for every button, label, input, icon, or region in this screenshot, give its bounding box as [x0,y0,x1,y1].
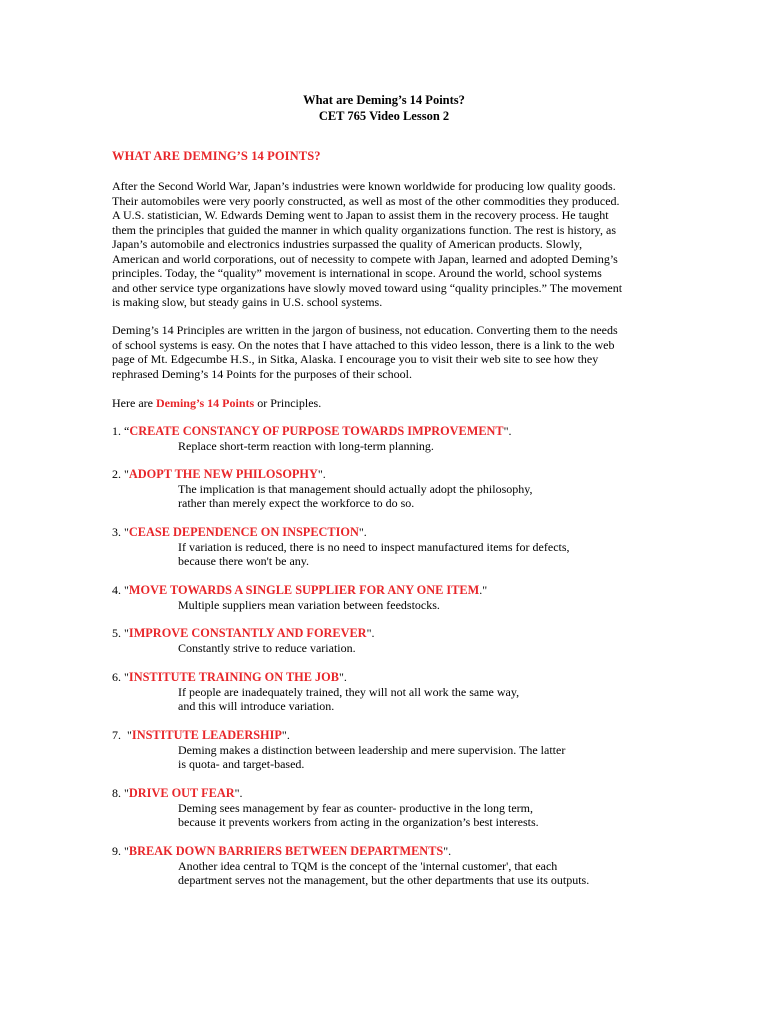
second-paragraph [112,323,657,381]
point-open-quote: " [121,844,129,858]
point-item [112,844,672,888]
point-label: DRIVE OUT FEAR [128,786,235,800]
point-open-quote: “ [121,424,130,438]
point-label: CREATE CONSTANCY OF PURPOSE TOWARDS IMPROVEMENT [129,424,504,438]
point-close-quote: ". [366,626,375,640]
point-number: 5. [112,626,121,640]
point-description: Replace short-term reaction with long-term planning. [178,438,434,453]
point-close-quote: ". [503,424,512,438]
intro-line: After the Second World War, Japan’s industries were known worldwide for producing low quality goods. [112,179,616,193]
second-line: rephrased Deming’s 14 Points for the purposes of their school. [112,366,412,381]
point-description: because it prevents workers from acting in the organization’s best interests. [178,815,539,829]
point-label: IMPROVE CONSTANTLY AND FOREVER [128,626,367,640]
points-intro [112,396,657,411]
point-item [112,467,672,511]
point-close-quote: ." [479,583,488,597]
point-label: CEASE DEPENDENCE ON INSPECTION [128,525,359,539]
intro-line: American and world corporations, out of necessity to compete with Japan, learned and adopted Deming’s [112,251,618,266]
point-open-quote: " [121,728,132,742]
points-intro-post: or Principles. [254,396,322,410]
point-description: If variation is reduced, there is no need to inspect manufactured items for defects, [178,539,570,554]
point-open-quote: " [121,467,129,481]
point-open-quote: " [121,670,129,684]
point-label: INSTITUTE TRAINING ON THE JOB [128,670,339,684]
point-description: and this will introduce variation. [178,699,335,713]
point-item [112,670,672,714]
intro-line: Their automobiles were very poorly constructed, as well as most of the other commodities they produced. [112,193,620,208]
point-description: department serves not the management, but the other departments that use its outputs. [178,873,590,887]
point-description: rather than merely expect the workforce to do so. [178,496,415,510]
point-close-quote: ". [338,670,347,684]
point-item [112,626,672,655]
document-title [0,92,768,124]
point-close-quote: ". [281,728,290,742]
point-label: ADOPT THE NEW PHILOSOPHY [128,467,318,481]
point-item [112,728,672,772]
point-description: because there won't be any. [178,554,309,568]
point-number: 1. [112,424,121,438]
point-number: 7. [112,728,121,742]
point-number: 3. [112,525,121,539]
point-open-quote: " [121,786,129,800]
section-heading: WHAT ARE DEMING’S 14 POINTS? [112,149,321,163]
intro-line: A U.S. statistician, W. Edwards Deming went to Japan to assist them in the recovery process. He taught [112,208,609,222]
point-description: is quota- and target-based. [178,757,305,771]
point-label: BREAK DOWN BARRIERS BETWEEN DEPARTMENTS [128,844,444,858]
intro-line: Japan’s automobile and electronics industries surpassed the quality of American products. Slowly, [112,237,583,251]
point-description: Deming makes a distinction between leadership and mere supervision. The latter [178,742,566,757]
title-line-2: CET 765 Video Lesson 2 [318,109,450,123]
point-open-quote: " [121,626,129,640]
point-open-quote: " [121,583,129,597]
title-line-1: What are Deming’s 14 Points? [303,93,465,107]
intro-line: and other service type organizations have slowly moved toward using “quality principles.” The movement [112,280,623,295]
point-description: The implication is that management should actually adopt the philosophy, [178,481,533,496]
point-close-quote: ". [317,467,326,481]
point-close-quote: ". [358,525,367,539]
intro-paragraph [112,179,657,310]
point-label: MOVE TOWARDS A SINGLE SUPPLIER FOR ANY ONE ITEM [128,583,480,597]
point-item [112,525,672,569]
second-line: of school systems is easy. On the notes that I have attached to this video lesson, there is a link to the web [112,337,615,352]
points-intro-pre: Here are [112,396,156,410]
point-item [112,583,672,612]
point-number: 4. [112,583,121,597]
point-number: 2. [112,467,121,481]
points-intro-highlight: Deming’s 14 Points [155,396,255,410]
point-close-quote: ". [234,786,243,800]
second-line: Deming’s 14 Principles are written in the jargon of business, not education. Converting them to the needs [112,323,618,337]
point-close-quote: ". [443,844,452,858]
second-line: page of Mt. Edgecumbe H.S., in Sitka, Alaska. I encourage you to visit their web site to see how they [112,352,599,366]
point-description: Multiple suppliers mean variation between feedstocks. [178,597,440,612]
point-number: 9. [112,844,121,858]
point-number: 6. [112,670,121,684]
point-label: INSTITUTE LEADERSHIP [131,728,282,742]
point-item [112,424,672,453]
intro-line: them the principles that guided the manner in which quality organizations function. The rest is history, as [112,222,616,237]
point-number: 8. [112,786,121,800]
intro-line: principles. Today, the “quality” movement is international in scope. Around the world, school systems [112,266,602,280]
intro-line: is making slow, but steady gains in U.S. school systems. [112,295,383,309]
point-open-quote: " [121,525,129,539]
point-description: Deming sees management by fear as counter- productive in the long term, [178,800,533,815]
point-description: Constantly strive to reduce variation. [178,640,356,655]
point-item [112,786,672,830]
point-description: If people are inadequately trained, they will not all work the same way, [178,684,520,699]
point-description: Another idea central to TQM is the concept of the 'internal customer', that each [178,858,558,873]
